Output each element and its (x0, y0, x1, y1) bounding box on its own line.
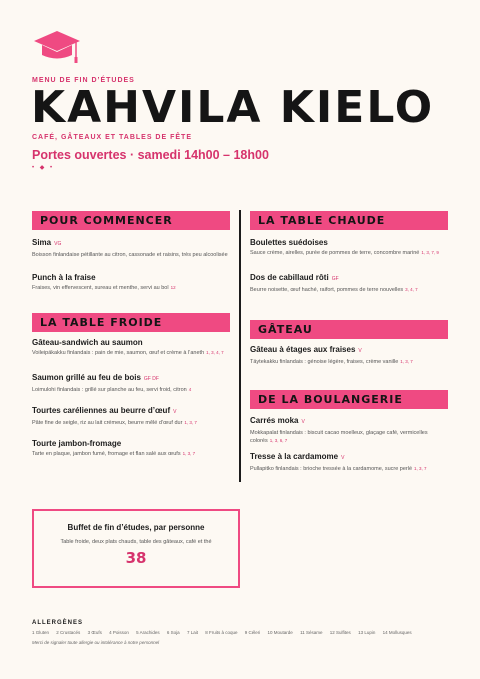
section-heading-cake: GÂTEAU (250, 320, 448, 339)
diet-tag: V (301, 419, 305, 425)
diet-tag: V (358, 348, 362, 354)
page-subtitle: CAFÉ, GÂTEAUX ET TABLES DE FÊTE (32, 134, 192, 141)
menu-item (32, 337, 230, 357)
allergen-entry: 13 Lupin (358, 630, 376, 635)
item-description: Tarte en plaque, jambon fumé, fromage et flan salé aux œufs 1, 3, 7 (32, 451, 196, 457)
allergen-entry: 9 Céleri (244, 630, 261, 635)
item-name: Sima VG (32, 238, 62, 247)
item-description: Sauce crème, airelles, purée de pommes de terre, concombre mariné 1, 3, 7, 9 (250, 250, 439, 256)
menu-item (32, 438, 230, 458)
allergens-note: Merci de signaler toute allergie ou intolérance à notre personnel (32, 640, 160, 645)
item-name: Gâteau-sandwich au saumon (32, 338, 143, 347)
diet-tag: VG (54, 241, 62, 247)
menu-item (32, 405, 230, 427)
item-description: Mokkapalat finlandais : biscuit cacao moelleux, glaçage café, vermicelles colorés 1, 3, 6, 7 (250, 430, 428, 444)
item-description: Fraises, vin effervescent, sureau et menthe, servi au bol 12 (32, 285, 176, 291)
menu-item (32, 272, 230, 292)
menu-item (32, 237, 230, 259)
allergen-entry: 1 Gluten (32, 630, 50, 635)
item-description: Voileipäkakku finlandais : pain de mie, saumon, œuf et crème à l’aneth 1, 3, 4, 7 (32, 350, 224, 356)
section-heading-bakery: DE LA BOULANGERIE (250, 390, 448, 409)
item-name: Carrés moka V (250, 416, 305, 425)
menu-item (250, 237, 448, 257)
item-description: Pullapitko finlandais : brioche tressée à la cardamome, sucre perlé 1, 3, 7 (250, 466, 427, 472)
allergen-entry: 2 Crustacés (56, 630, 81, 635)
buffet-title: Buffet de fin d’études, par personne (67, 523, 205, 532)
section-heading-cold: LA TABLE FROIDE (32, 313, 230, 332)
diet-tag: GF (331, 276, 339, 282)
allergen-entry: 3 Œufs (87, 630, 102, 635)
buffet-description: Table froide, deux plats chauds, table des gâteaux, café et thé (60, 539, 212, 545)
allergen-entry: 8 Fruits à coque (205, 630, 238, 635)
open-hours: Portes ouvertes · samedi 14h00 – 18h00 (32, 148, 269, 162)
allergen-entry: 7 Lait (186, 630, 198, 635)
column-divider (239, 210, 241, 482)
section-heading-starters: POUR COMMENCER (32, 211, 230, 230)
diet-tag: V (173, 409, 177, 415)
allergen-entry: 10 Moutarde (267, 630, 293, 635)
allergen-codes: 1, 3, 6, 7 (269, 438, 288, 443)
page-title: KAHVILA KIELO (31, 82, 435, 133)
allergen-entry: 5 Arachides (136, 630, 160, 635)
item-description: Pâte fine de seigle, riz au lait crémeux, beurre mêlé d’œuf dur 1, 3, 7 (32, 420, 197, 426)
allergen-entry: 4 Poisson (109, 630, 129, 635)
menu-item (250, 451, 448, 473)
allergen-codes: 1, 3, 7 (414, 466, 427, 471)
allergens-list (32, 630, 462, 635)
allergen-codes: 1, 3, 7, 9 (421, 250, 439, 255)
buffet-price: 38 (125, 549, 147, 567)
allergen-codes: 1, 3, 7 (400, 359, 413, 364)
section-heading-hot: LA TABLE CHAUDE (250, 211, 448, 230)
item-name: Tourtes caréliennes au beurre d’œuf V (32, 406, 177, 415)
allergens-heading: ALLERGÈNES (32, 620, 84, 626)
diet-tag: V (341, 455, 345, 461)
item-description: Loimulohi finlandais : grillé sur planche au feu, servi froid, citron 4 (32, 387, 192, 393)
item-name: Saumon grillé au feu de bois GF DF (32, 373, 159, 382)
graduation-cap-icon (32, 28, 82, 66)
menu-item (250, 272, 448, 294)
item-name: Gâteau à étages aux fraises V (250, 345, 362, 354)
buffet-box (32, 509, 240, 588)
menu-overline: MENU DE FIN D’ÉTUDES (32, 77, 135, 84)
allergen-entry: 14 Mollusques (382, 630, 412, 635)
item-name: Tourte jambon-fromage (32, 439, 122, 448)
allergen-codes: 1, 3, 7 (182, 451, 196, 456)
allergen-entry: 6 Soja (166, 630, 180, 635)
item-description: Täytekakku finlandais : génoise légère, fraises, crème vanille 1, 3, 7 (250, 359, 413, 365)
menu-item (250, 415, 448, 445)
allergen-codes: 1, 3, 7 (184, 420, 197, 425)
allergen-codes: 1, 3, 4, 7 (206, 350, 224, 355)
item-name: Boulettes suédoises (250, 238, 328, 247)
allergen-codes: 12 (170, 285, 176, 290)
item-name: Dos de cabillaud rôti GF (250, 273, 339, 282)
allergen-codes: 3, 4, 7 (405, 287, 418, 292)
menu-item (250, 344, 448, 366)
ornament: • ◆ • (32, 165, 55, 171)
allergen-codes: 4 (188, 387, 192, 392)
item-description: Boisson finlandaise pétillante au citron, cassonade et raisins, très peu alcoolisée (32, 252, 228, 258)
menu-item (32, 372, 230, 394)
allergen-entry: 12 Sulfites (329, 630, 351, 635)
item-description: Beurre noisette, œuf haché, raifort, pommes de terre nouvelles 3, 4, 7 (250, 287, 418, 293)
allergen-entry: 11 Sésame (300, 630, 323, 635)
item-name: Tresse à la cardamome V (250, 452, 345, 461)
item-name: Punch à la fraise (32, 273, 96, 282)
diet-tag: GF DF (143, 376, 159, 382)
